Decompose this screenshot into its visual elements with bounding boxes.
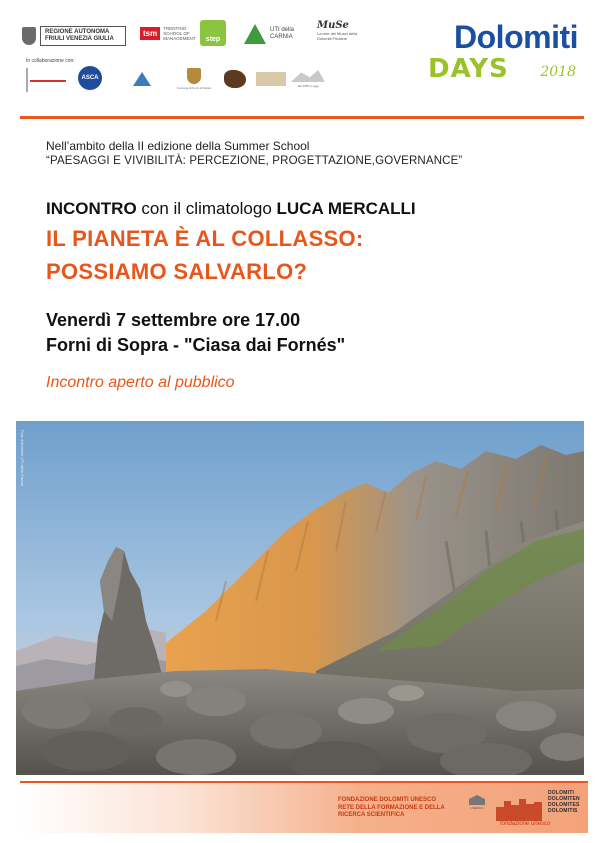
open-to-public-note: Incontro aperto al pubblico — [46, 374, 235, 391]
footer-org-line-3: RICERCA SCIENTIFICA — [338, 812, 405, 818]
dolomiti-word-it: DOLOMITI — [548, 790, 575, 796]
meeting-mid: con il climatologo — [136, 199, 277, 218]
photo-credit-text: Foto d'archivio UTI della Carnia — [20, 430, 25, 486]
footer-org-line-2: RETE DELLA FORMAZIONE E DELLA — [338, 804, 445, 811]
tsm-label: TRENTINO SCHOOL OF MANAGEMENT — [163, 26, 196, 41]
fvg-region-label: REGIONE AUTONOMA FRIULI VENEZIA GIULIA — [40, 26, 126, 46]
dolomiti-word-de: DOLOMITEN — [548, 796, 580, 802]
collaborator-logo-1 — [26, 68, 72, 92]
speaker-name: LUCA MERCALLI — [276, 199, 416, 218]
collaborator-logo-7 — [288, 68, 328, 90]
municipality-logo — [176, 66, 212, 92]
partner-logos — [22, 20, 402, 54]
intro-line-2: “PAESAGGI E VIVIBILITÀ: PERCEZIONE, PROGETTAZIONE,GOVERNANCE” — [46, 155, 463, 167]
muse-mark: MuSe — [317, 20, 349, 31]
fondazione-unesco-label: fondazione unesco — [500, 821, 551, 827]
event-headline — [46, 222, 364, 288]
logo-bar — [30, 80, 66, 82]
muse-logo — [317, 20, 363, 41]
intro-line-1: Nell’ambito della II edizione della Summer School — [46, 139, 310, 153]
tsm-mark: tsm — [140, 27, 160, 40]
step-logo — [200, 20, 226, 46]
unesco-caption: UNESCO — [470, 806, 484, 810]
headline-line-1: IL PIANETA È AL COLLASSO: — [46, 226, 364, 251]
mountain-shape-icon — [291, 70, 325, 82]
footer-org — [338, 797, 445, 820]
mountain-icon — [133, 72, 151, 86]
footer-org-line-1: FONDAZIONE DOLOMITI UNESCO — [338, 797, 436, 803]
step-label: step — [205, 36, 221, 43]
brand-year: 2018 — [540, 64, 576, 80]
dolomiti-word-fr: DOLOMITES — [548, 802, 580, 808]
header-divider — [20, 116, 584, 119]
event-venue: Forni di Sopra - "Ciasa dai Fornés" — [46, 335, 346, 355]
tree-icon — [244, 24, 266, 44]
uti-carnia-logo — [244, 24, 300, 44]
fvg-region-logo — [22, 26, 126, 46]
collaboration-label: In collaborazione con: — [26, 58, 75, 64]
collaborator-logo-3 — [118, 68, 168, 90]
collaborator-7-label: dal 1950 a oggi — [297, 84, 319, 88]
tsm-logo — [140, 26, 197, 41]
muse-label: La rete dei Musei della Dolomiti Friulane — [317, 31, 358, 41]
event-date: Venerdì 7 settembre ore 17.00 — [46, 310, 301, 330]
asca-label: ASCA — [81, 75, 99, 81]
headline-line-2: POSSIAMO SALVARLO? — [46, 259, 308, 284]
uti-carnia-label: UTI della CARNIA — [270, 27, 295, 40]
dolomiti-word-lld: DOLOMITIS — [548, 808, 578, 814]
photo-credit — [18, 430, 26, 530]
brand-sub: DAYS — [428, 54, 509, 84]
unesco-logo — [466, 795, 488, 819]
brand-name: Dolomiti — [454, 19, 578, 55]
meeting-prefix: INCONTRO — [46, 199, 137, 218]
eagle-logo — [224, 70, 246, 88]
dolomiti-peaks-logo — [496, 797, 546, 821]
dolomiti-days-logo — [406, 20, 578, 98]
eagle-crest-icon — [22, 27, 36, 45]
dolomiti-multilingual — [548, 790, 580, 814]
unesco-temple-icon — [469, 795, 485, 805]
municipality-label: Comune di Forni di Sopra — [176, 86, 212, 90]
meeting-line — [46, 199, 416, 219]
collaborator-logo-6 — [256, 72, 286, 86]
collaborator-logos — [26, 66, 326, 96]
dolomites-landscape-image — [16, 421, 584, 775]
asca-logo — [78, 66, 102, 90]
coat-of-arms-icon — [187, 68, 201, 84]
mountain-photo — [16, 421, 584, 775]
event-when-where — [46, 308, 345, 358]
